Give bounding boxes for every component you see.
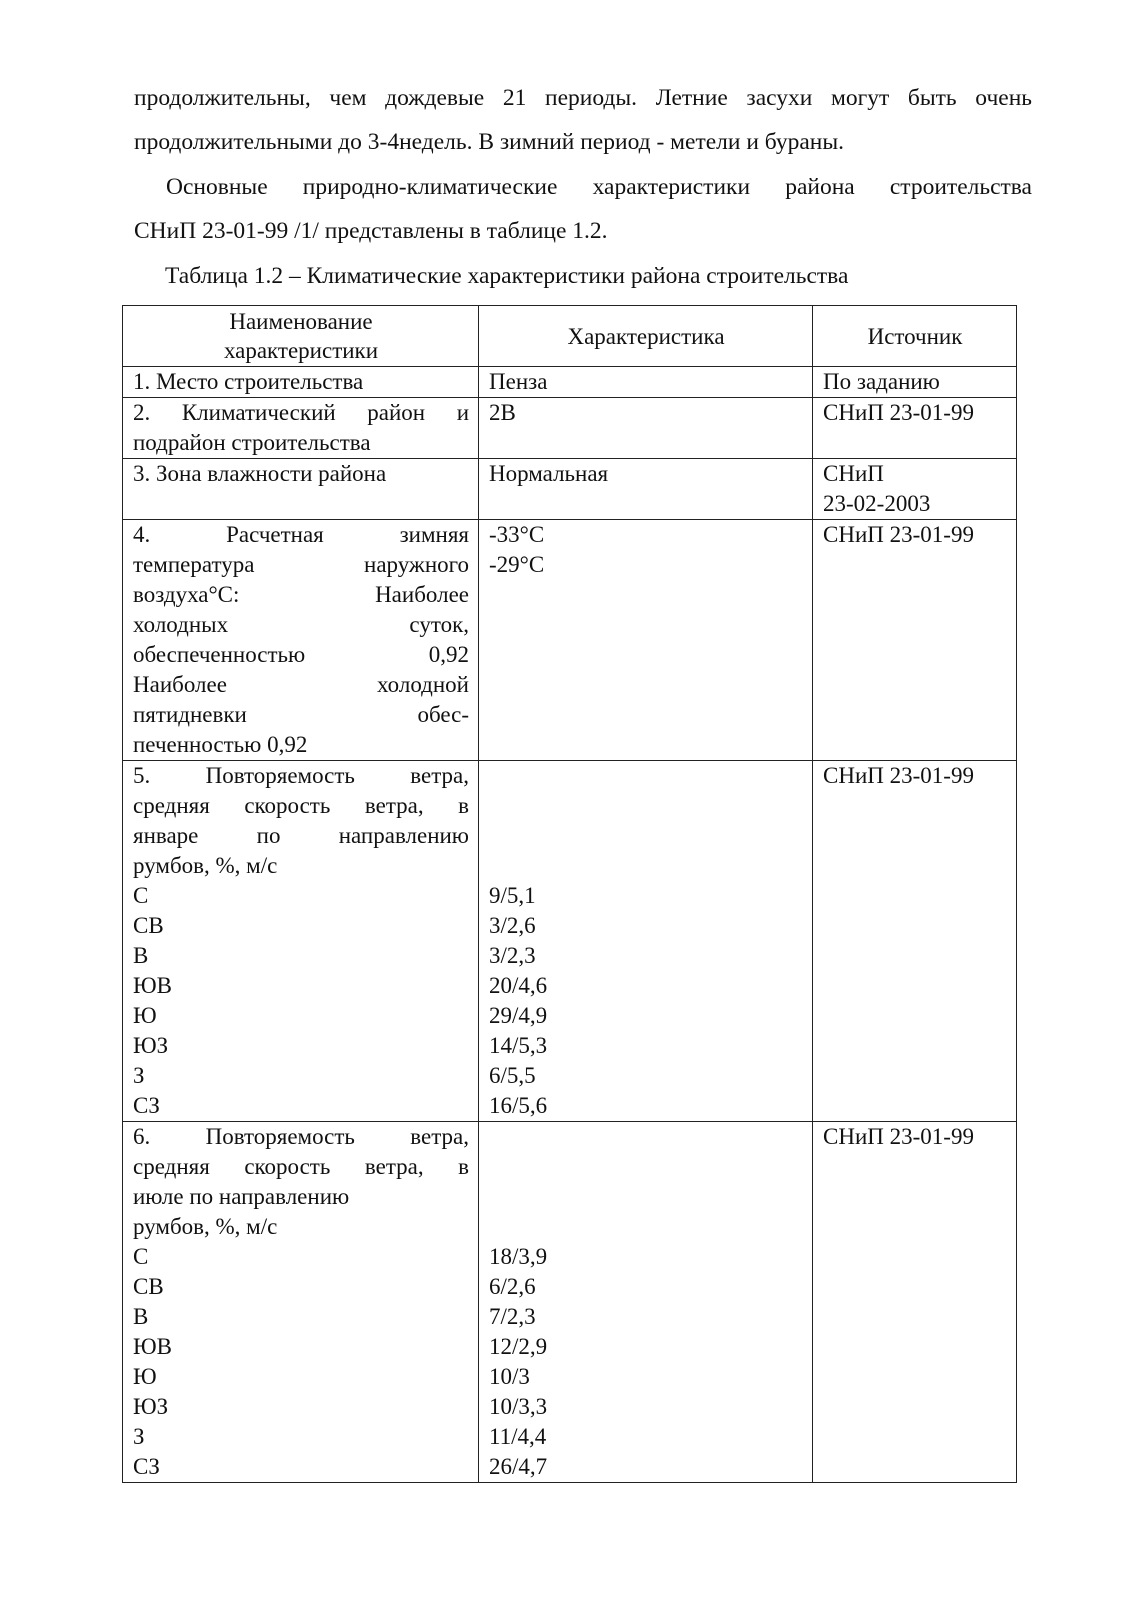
row4-name — [123, 520, 479, 761]
table-header-row — [123, 306, 1017, 367]
row4-values — [479, 520, 813, 761]
row6-direction: З — [133, 1424, 145, 1449]
row4-name-line: обеспеченностью 0,92 — [133, 642, 469, 667]
row6-name-line: июле по направлению — [133, 1184, 350, 1209]
row2-name-line-1: 2. Климатический район и — [133, 400, 469, 425]
header-source-cell: Источник — [813, 306, 1017, 367]
row6-value: 12/2,9 — [489, 1334, 548, 1359]
row4-name-line: температура наружного — [133, 552, 469, 577]
row4-name-line: воздуха°С: Наиболее — [133, 582, 469, 607]
row6-direction: В — [133, 1304, 149, 1329]
row6-values — [479, 1122, 813, 1483]
row6-values-spacer — [489, 1152, 803, 1182]
row5-name — [123, 761, 479, 1122]
row6-name-line: 6. Повторяемость ветра, — [133, 1124, 469, 1149]
table-row-3 — [123, 459, 1017, 520]
body-text-line-2: продолжительными до 3-4недель. В зимний период - метели и бураны. — [134, 129, 845, 155]
row5-direction: В — [133, 943, 149, 968]
row3-source — [813, 459, 1017, 520]
row4-value: -29°С — [489, 552, 545, 577]
row6-name-line: румбов, %, м/с — [133, 1214, 278, 1239]
row1-value: Пенза — [479, 367, 813, 398]
row5-value: 14/5,3 — [489, 1033, 548, 1058]
row4-name-line: печенностью 0,92 — [133, 732, 308, 757]
row5-values-spacer — [489, 761, 803, 791]
row5-name-line: январе по направлению — [133, 823, 469, 848]
header-name-cell — [123, 306, 479, 367]
row5-value: 3/2,6 — [489, 913, 536, 938]
row6-direction: ЮЗ — [133, 1394, 169, 1419]
row6-name-line: средняя скорость ветра, в — [133, 1154, 469, 1179]
row5-direction: ЮВ — [133, 973, 172, 998]
row6-value: 7/2,3 — [489, 1304, 536, 1329]
row6-direction: ЮВ — [133, 1334, 172, 1359]
row6-values-spacer — [489, 1122, 803, 1152]
table-row-4 — [123, 520, 1017, 761]
row5-name-line: средняя скорость ветра, в — [133, 793, 469, 818]
table-caption: Таблица 1.2 – Климатические характеристики района строительства — [165, 263, 849, 289]
row2-value: 2В — [479, 398, 813, 459]
row5-source: СНиП 23-01-99 — [813, 761, 1017, 1122]
body-text-line-3: Основные природно-климатические характеристики района строительства — [166, 174, 1032, 200]
row5-value: 16/5,6 — [489, 1093, 548, 1118]
row3-source-line-2: 23-02-2003 — [823, 491, 931, 516]
row5-values-spacer — [489, 851, 803, 881]
row6-values-spacer — [489, 1182, 803, 1212]
row4-name-line: холодных суток, — [133, 612, 469, 637]
row5-name-line: румбов, %, м/с — [133, 853, 278, 878]
row2-name — [123, 398, 479, 459]
row4-name-line: пятидневки обес- — [133, 702, 469, 727]
row5-value: 3/2,3 — [489, 943, 536, 968]
climate-table — [122, 305, 1017, 1483]
row5-values-spacer — [489, 821, 803, 851]
table-row-2 — [123, 398, 1017, 459]
row6-value: 11/4,4 — [489, 1424, 547, 1449]
row1-name: 1. Место строительства — [123, 367, 479, 398]
row5-value: 29/4,9 — [489, 1003, 548, 1028]
row2-source: СНиП 23-01-99 — [813, 398, 1017, 459]
header-name-line-1: Наименование — [229, 309, 373, 334]
row6-value: 10/3,3 — [489, 1394, 548, 1419]
row6-value: 26/4,7 — [489, 1454, 548, 1479]
header-name-line-2: характеристики — [223, 338, 379, 363]
row6-direction: СЗ — [133, 1454, 160, 1479]
row5-values — [479, 761, 813, 1122]
row3-name: 3. Зона влажности района — [123, 459, 479, 520]
row5-direction: Ю — [133, 1003, 157, 1028]
row4-name-line: 4. Расчетная зимняя — [133, 522, 469, 547]
row5-direction: З — [133, 1063, 145, 1088]
row6-source: СНиП 23-01-99 — [813, 1122, 1017, 1483]
row4-source: СНиП 23-01-99 — [813, 520, 1017, 761]
row3-value: Нормальная — [479, 459, 813, 520]
row6-direction: Ю — [133, 1364, 157, 1389]
table-row-1 — [123, 367, 1017, 398]
body-text-line-4: СНиП 23-01-99 /1/ представлены в таблице 1.2. — [134, 218, 608, 244]
row6-direction: СВ — [133, 1274, 164, 1299]
table-row-6 — [123, 1122, 1017, 1483]
row5-value: 6/5,5 — [489, 1063, 536, 1088]
row5-values-spacer — [489, 791, 803, 821]
header-characteristic-cell: Характеристика — [479, 306, 813, 367]
row5-direction: С — [133, 883, 149, 908]
row5-name-line: 5. Повторяемость ветра, — [133, 763, 469, 788]
row5-value: 20/4,6 — [489, 973, 548, 998]
row4-value: -33°С — [489, 522, 545, 547]
row6-values-spacer — [489, 1212, 803, 1242]
body-text-line-1: продолжительны, чем дождевые 21 периоды. Летние засухи могут быть очень — [134, 85, 1032, 111]
row6-name — [123, 1122, 479, 1483]
row6-direction: С — [133, 1244, 149, 1269]
row6-value: 18/3,9 — [489, 1244, 548, 1269]
row1-source: По заданию — [813, 367, 1017, 398]
row3-source-line-1: СНиП — [823, 461, 884, 486]
table-row-5 — [123, 761, 1017, 1122]
row5-direction: СВ — [133, 913, 164, 938]
row6-value: 6/2,6 — [489, 1274, 536, 1299]
row5-direction: СЗ — [133, 1093, 160, 1118]
row6-value: 10/3 — [489, 1364, 530, 1389]
row4-name-line: Наиболее холодной — [133, 672, 469, 697]
row2-name-line-2: подрайон строительства — [133, 430, 371, 455]
row5-direction: ЮЗ — [133, 1033, 169, 1058]
row5-value: 9/5,1 — [489, 883, 536, 908]
